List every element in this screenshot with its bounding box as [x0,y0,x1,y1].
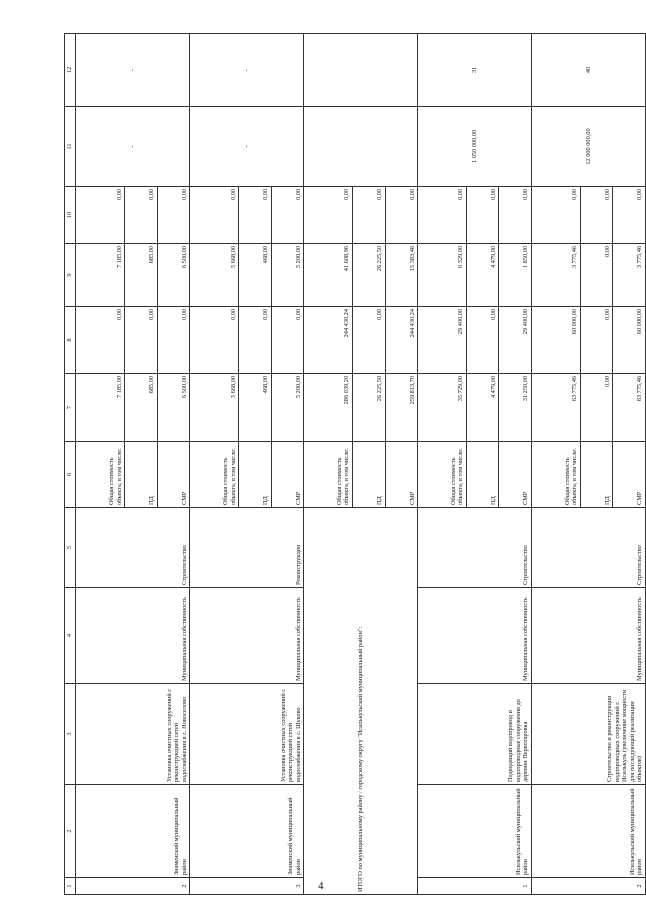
value-cell: 0,00 [353,187,386,244]
value-cell: 0,00 [580,244,613,307]
value-cell: 15 383,46 [385,244,418,307]
value-cell: 0,00 [580,187,613,244]
work-type-cell: Строительство [531,508,645,588]
value-cell: 0,00 [304,187,353,244]
col-header: 5 [65,508,76,588]
value-cell: 6 329,00 [418,244,467,307]
cost-label: Общая стоимость объекта, в том числе: [531,442,580,508]
value-cell: 35 729,00 [418,374,467,442]
cost-label: Общая стоимость объекта, в том числе: [76,442,125,508]
ownership-cell: Муниципальная собственность [531,588,645,684]
value-cell: - [76,34,190,107]
cost-label: Общая стоимость объекта, в том числе: [304,442,353,508]
value-cell: 7 185,00 [76,374,125,442]
value-cell: 12 000 000,00 [531,107,645,187]
value-cell: 5 668,00 [190,244,239,307]
value-cell: 60 000,00 [613,307,646,374]
value-cell: 0,00 [385,187,418,244]
value-cell: 0,00 [76,307,125,374]
value-cell: 26 225,50 [353,374,386,442]
cost-label: Общая стоимость объекта, в том числе: [418,442,467,508]
value-cell: 0,00 [125,307,158,374]
row-number: 2 [76,878,190,895]
value-cell: 1 850,00 [499,244,532,307]
total-row [304,34,353,895]
page-number: 4 [318,880,324,892]
ownership-cell: Муниципальная собственность [190,588,304,684]
object-cell: Подводящий водопровод и водопроводные сооружения до деревни Первотаровка [418,684,532,785]
value-cell: 3 775,46 [531,244,580,307]
smr-label: СМР [613,442,646,508]
pd-label: ПД [466,442,499,508]
work-type-cell: Строительство [76,508,190,588]
objects-table [64,33,646,895]
value-cell: 0,00 [239,307,272,374]
value-cell: 0,00 [499,187,532,244]
col-header: 4 [65,588,76,684]
value-cell: 4 479,00 [466,244,499,307]
value-cell: 31 [418,34,532,107]
value-cell: 0,00 [353,307,386,374]
pd-label: ПД [125,442,158,508]
value-cell: - [190,107,304,187]
col-header: 9 [65,244,76,307]
value-cell: 0,00 [76,187,125,244]
smr-label: СМР [499,442,532,508]
value-cell: 0,00 [466,307,499,374]
value-cell: 0,00 [125,187,158,244]
column-numbers-row [65,34,76,895]
row-number: 2 [531,878,645,895]
value-cell: 26 225,50 [353,244,386,307]
smr-label: СМР [157,442,190,508]
work-type-cell: Реконструкция [190,508,304,588]
value-cell: 41 608,96 [304,244,353,307]
col-header: 7 [65,374,76,442]
value-cell: 31 250,00 [499,374,532,442]
value-cell: - [76,107,190,187]
table-row [76,34,125,895]
col-header: 10 [65,187,76,244]
value-cell: 0,00 [190,307,239,374]
district-cell: Знаменский муниципальный район [190,785,304,878]
smr-label: СМР [385,442,418,508]
value-cell: 244 430,24 [385,307,418,374]
district-cell: Знаменский муниципальный район [76,785,190,878]
value-cell: 63 775,46 [613,374,646,442]
pd-label: ПД [353,442,386,508]
value-cell: 468,00 [239,244,272,307]
row-number: 1 [418,878,532,895]
value-cell: 244 430,24 [304,307,353,374]
value-cell: 0,00 [531,187,580,244]
value-cell: 0,00 [157,187,190,244]
value-cell: 4 479,00 [466,374,499,442]
value-cell: 6 500,00 [157,244,190,307]
district-cell: Исилькульский муниципальный район [531,785,645,878]
value-cell: 3 775,46 [613,244,646,307]
value-cell: 0,00 [190,187,239,244]
value-cell: 29 400,00 [418,307,467,374]
smr-label: СМР [271,442,304,508]
empty-cell [304,34,418,107]
value-cell: 0,00 [466,187,499,244]
value-cell: 0,00 [580,307,613,374]
value-cell: 685,00 [125,244,158,307]
value-cell: 0,00 [271,187,304,244]
value-cell: - [190,34,304,107]
work-type-cell: Строительство [418,508,532,588]
value-cell: 286 039,20 [304,374,353,442]
value-cell: 0,00 [271,307,304,374]
value-cell: 0,00 [157,307,190,374]
col-header: 6 [65,442,76,508]
value-cell: 5 200,00 [271,374,304,442]
value-cell: 0,00 [613,187,646,244]
document-page [64,34,646,895]
table-row [531,34,580,895]
col-header: 2 [65,785,76,878]
object-cell: Установка очистных сооружений с реконструкцией сетей водоснабжения в с. Шуково [190,684,304,785]
col-header: 12 [65,34,76,107]
empty-cell [304,107,418,187]
total-label: ИТОГО по муниципальному району / городскому округу "Исилькульский муниципальный район": [304,508,418,895]
value-cell: 60 000,00 [531,307,580,374]
row-number: 3 [190,878,304,895]
value-cell: 40 [531,34,645,107]
table-row [418,34,467,895]
value-cell: 29 400,00 [499,307,532,374]
value-cell: 1 050 000,00 [418,107,532,187]
ownership-cell: Муниципальная собственность [76,588,190,684]
ownership-cell: Муниципальная собственность [418,588,532,684]
pd-label: ПД [580,442,613,508]
table-row [190,34,239,895]
col-header: 11 [65,107,76,187]
value-cell: 7 185,00 [76,244,125,307]
value-cell: 0,00 [239,187,272,244]
pd-label: ПД [239,442,272,508]
col-header: 3 [65,684,76,785]
value-cell: 6 500,00 [157,374,190,442]
value-cell: 0,00 [418,187,467,244]
col-header: 1 [65,878,76,895]
value-cell: 0,00 [580,374,613,442]
object-cell: Установка очистных сооружений с реконструкцией сетей водоснабжения в с. Новоселово [76,684,190,785]
value-cell: 5 668,00 [190,374,239,442]
col-header: 8 [65,307,76,374]
value-cell: 5 200,00 [271,244,304,307]
district-cell: Исилькульский муниципальный район [418,785,532,878]
value-cell: 468,00 [239,374,272,442]
cost-label: Общая стоимость объекта, в том числе: [190,442,239,508]
object-cell: Строительство и реконструкция водопроводных сооружений г. Исилькуль (увеличение мощности для последующей реализации объектов) [531,684,645,785]
value-cell: 685,00 [125,374,158,442]
value-cell: 259 813,70 [385,374,418,442]
value-cell: 63 775,46 [531,374,580,442]
